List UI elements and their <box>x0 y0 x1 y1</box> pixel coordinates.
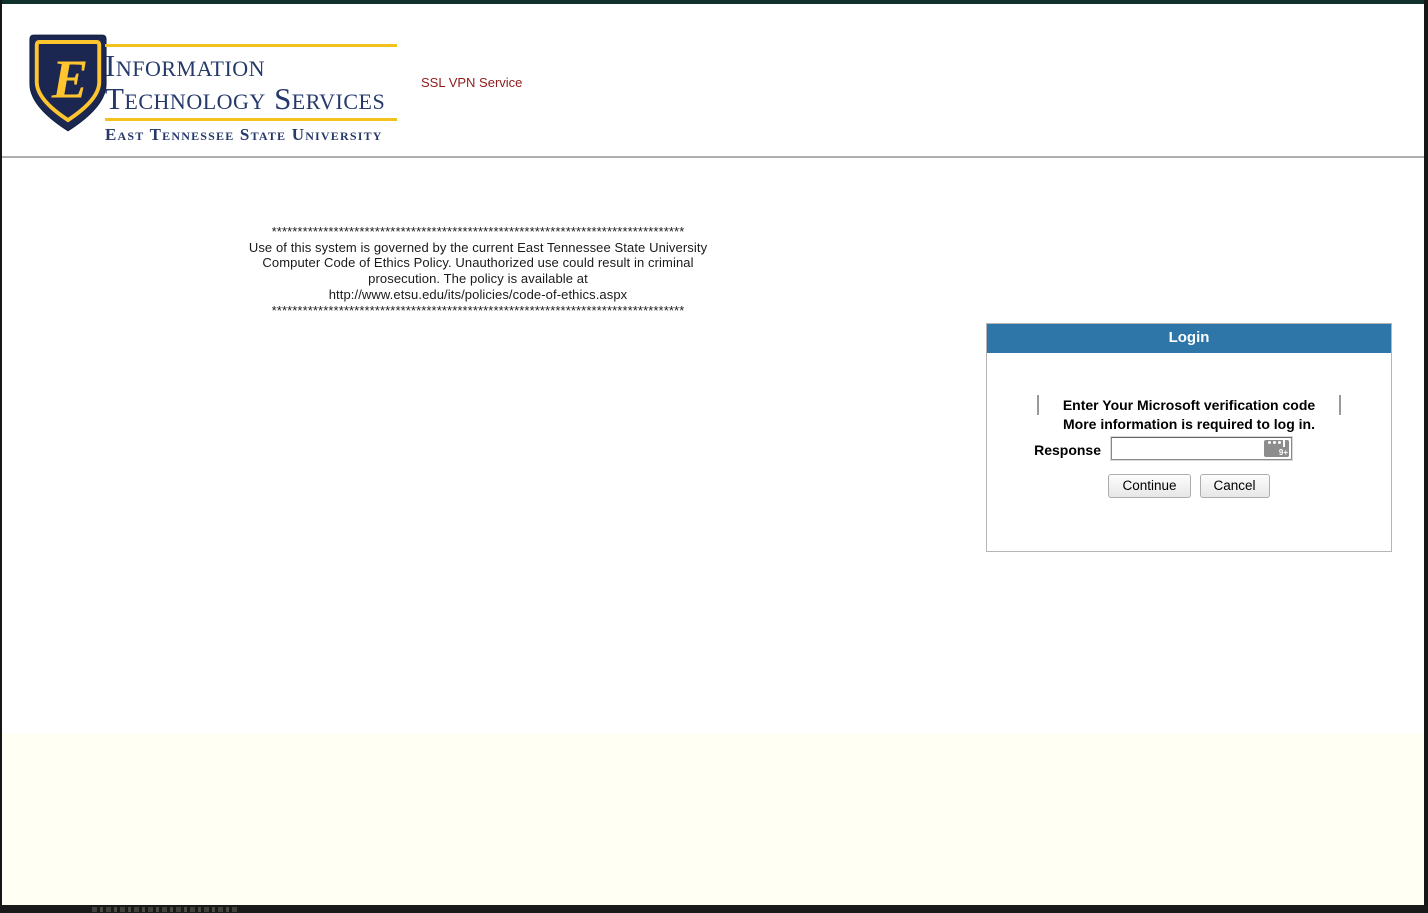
notice-line: prosecution. The policy is available at <box>368 271 588 287</box>
continue-button[interactable]: Continue <box>1108 474 1190 498</box>
login-panel-title: Login <box>987 324 1391 353</box>
more-info-instruction: More information is required to log in. <box>1062 416 1315 432</box>
response-label: Response <box>1034 442 1101 458</box>
footer-band <box>2 733 1424 905</box>
verification-instruction: Enter Your Microsoft verification code <box>1062 397 1316 413</box>
shield-letter: E <box>51 48 89 110</box>
brand-line-university: East Tennessee State University <box>105 125 383 144</box>
notice-policy-url: http://www.etsu.edu/its/policies/code-of-ethics.aspx <box>328 286 628 302</box>
clipped-status-text <box>92 907 237 912</box>
brand-block <box>105 44 397 145</box>
usage-notice <box>236 224 720 318</box>
service-label: SSL VPN Service <box>421 75 523 90</box>
keypad-dots <box>1268 441 1271 444</box>
notice-stars-top: ******************************************************************************** <box>271 224 685 239</box>
etsu-shield-logo <box>27 31 109 135</box>
notice-line: Use of this system is governed by the current East Tennessee State University <box>248 239 708 255</box>
login-panel <box>986 323 1392 552</box>
page-header <box>2 4 1424 156</box>
password-keypad-icon[interactable] <box>1264 440 1289 457</box>
login-panel-body <box>987 353 1391 552</box>
buttons-row <box>987 474 1391 498</box>
gold-rule-bottom <box>105 118 397 121</box>
response-input-wrap <box>1111 437 1292 460</box>
window-right-edge <box>1424 0 1428 913</box>
brand-line-technology-services: Technology Services <box>105 81 386 116</box>
gold-rule-top <box>105 44 397 47</box>
notice-line: Computer Code of Ethics Policy. Unauthorized use could result in criminal <box>262 255 694 271</box>
header-separator <box>2 156 1424 158</box>
keypad-badge: 9+ <box>1278 448 1288 457</box>
notice-stars-bottom: ******************************************************************************** <box>271 302 685 318</box>
cancel-button[interactable]: Cancel <box>1200 474 1270 498</box>
brand-line-information: Information <box>105 48 266 83</box>
keypad-bar <box>1283 440 1285 447</box>
